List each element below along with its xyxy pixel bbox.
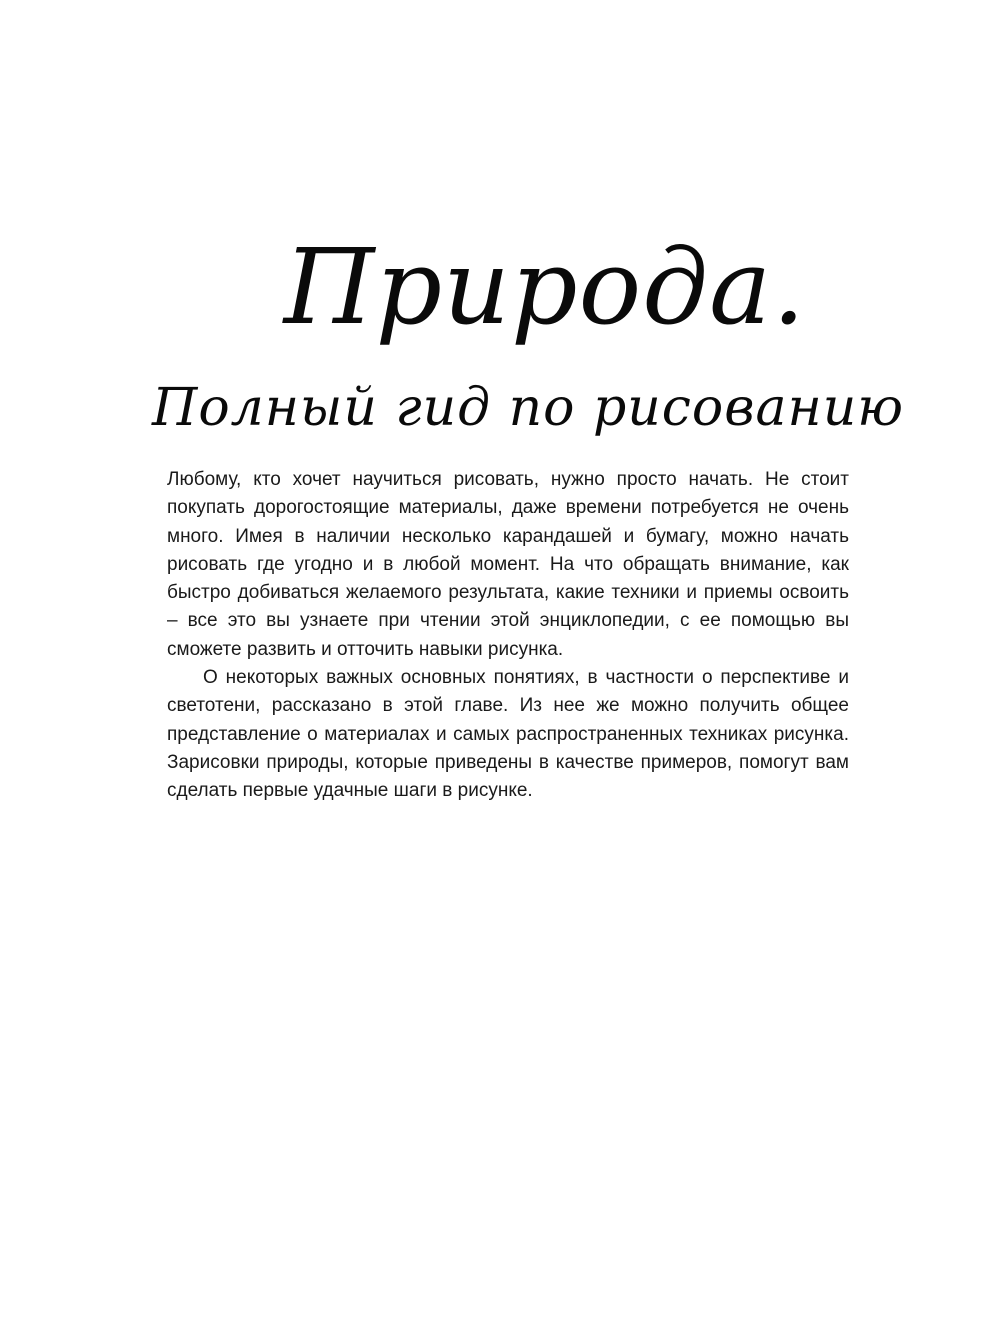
page-title: Природа. (283, 226, 807, 348)
paragraph-2: О некоторых важных основных понятиях, в частности о перспективе и светотени, рассказано в этой главе. Из нее же можно получить общее представление о материалах и самых распространенных техниках рисунка. Зарисовки природы, которые приведены в качестве примеров, помогут вам сделать первые удачные шаги в рисунке. (167, 667, 849, 802)
intro-text (167, 466, 849, 806)
page-subtitle: Полный гид по рисованию (152, 378, 904, 438)
paragraph-1: Любому, кто хочет научиться рисовать, нужно просто начать. Не стоит покупать дорогостоящие материалы, даже времени потребуется не очень много. Имея в наличии несколько карандашей и бумагу, можно начать рисовать где угодно и в любой момент. На что обращать внимание, как быстро добиваться желаемого результата, какие техники и приемы освоить – все это вы узнаете при чтении этой энциклопедии, с ее помощью вы сможете развить и отточить навыки рисунка. (167, 469, 849, 660)
